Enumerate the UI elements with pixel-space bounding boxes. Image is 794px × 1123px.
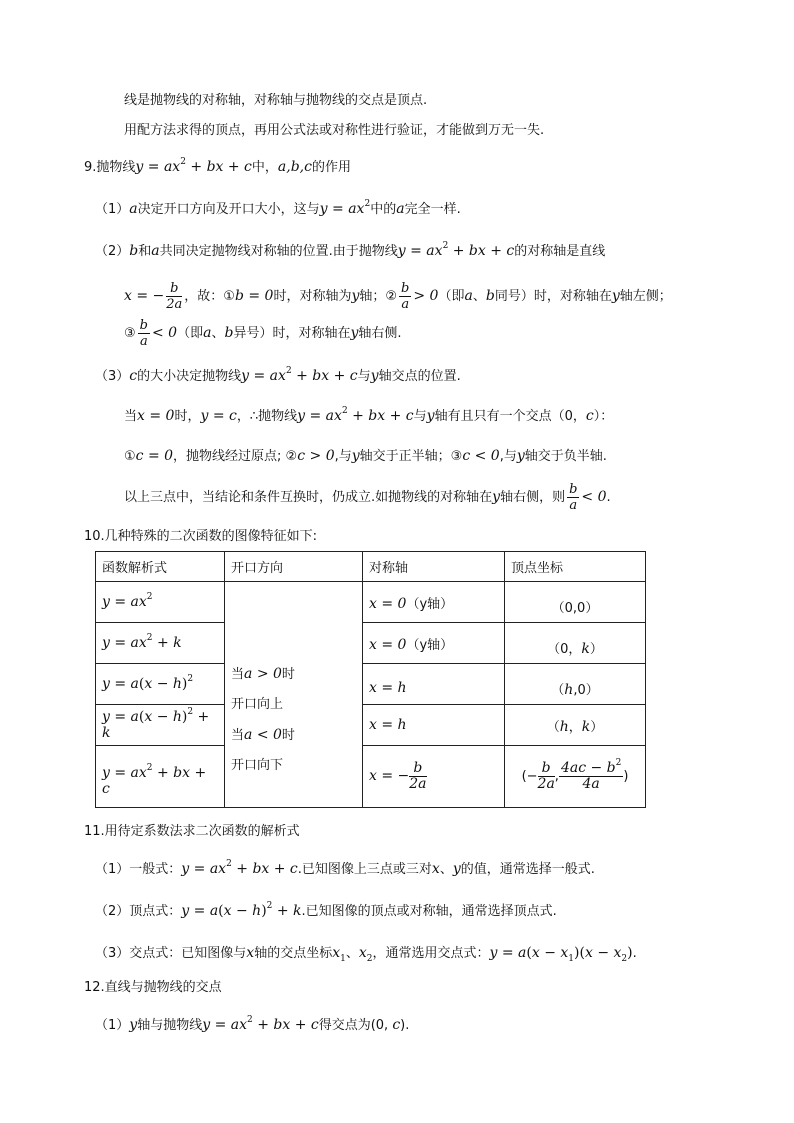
s9-p2-line2: x = − $\frac{b}{2a}$ ，故：①b = 0时，对称轴为y轴；② $\frac{b}{a}$ > 0（即a、b同号）时，对称轴在y轴左侧； <box>124 281 672 312</box>
s11-p1: （1）一般式：$y = ax^2$ + bx + c.已知图像上三点或三对x、y的值，通常选择一般式. <box>95 859 595 877</box>
s10-title: 10.几种特殊的二次函数的图像特征如下: <box>84 529 318 544</box>
cell-axis: x = 0（y轴） <box>363 623 505 664</box>
s9-p3-line2: 当x = 0时，y = c，∴抛物线$y = ax^2$ + bx + c与y轴有且只有一个交点（0，c）： <box>124 406 614 424</box>
cell-vertex: （h，k） <box>505 705 646 746</box>
s9-p2-line1: （2）b和a共同决定抛物线对称轴的位置.由于抛物线$y = ax^2$ + bx + c的对称轴是直线 <box>95 241 606 259</box>
abc-symbols: a,b,c <box>277 159 312 175</box>
cell-vertex: （h,0） <box>505 664 646 705</box>
cell-vertex: （0,0） <box>505 582 646 623</box>
s9-p3-line3: ①c = 0，抛物线经过原点; ②c > 0,与y轴交于正半轴；③c < 0,与y轴交于负半轴. <box>124 448 607 464</box>
cell-formula: $y = a(x - h)^2 + k$ <box>96 705 225 746</box>
s12-p1: （1）y轴与抛物线$y = ax^2$ + bx + c得交点为(0, c). <box>95 1015 410 1033</box>
table-row <box>96 623 646 664</box>
cell-formula: $y = ax^2$ <box>96 582 225 623</box>
cell-vertex: (− $\frac{b}{2a}$ , $\frac{4ac - b^2}{4a}$ ) <box>505 746 646 808</box>
s9-p3-line4: 以上三点中，当结论和条件互换时，仍成立.如抛物线的对称轴在y轴右侧，则 $\frac{b}{a}$ < 0. <box>124 482 611 513</box>
cell-formula: $y = ax^2$ + bx + c <box>96 746 225 808</box>
cell-axis: x = h <box>363 705 505 746</box>
header-opening: 开口方向 <box>225 552 363 582</box>
table-row <box>96 746 646 808</box>
cell-formula: $y = ax^2 + k$ <box>96 623 225 664</box>
s11-p2: （2）顶点式：$y = a(x - h)^2 + k$.已知图像的顶点或对称轴，通常选择顶点式. <box>95 901 557 919</box>
s9-p3-line1: （3）c的大小决定抛物线$y = ax^2$ + bx + c与y轴交点的位置. <box>95 366 461 384</box>
s9-p1: （1）a决定开口方向及开口大小，这与$y = ax^2$中的a完全一样. <box>95 199 461 217</box>
cell-axis: x = 0（y轴） <box>363 582 505 623</box>
s11-p3: （3）交点式：已知图像与x轴的交点坐标$x_1$、$x_2$，通常选用交点式：$y = a(x - x_1)(x - x_2)$. <box>95 945 637 964</box>
cell-opening: 当a > 0时 开口向上 当a < 0时 开口向下 <box>225 582 363 808</box>
table-row <box>96 705 646 746</box>
features-table <box>95 551 646 808</box>
cell-formula: $y = a(x - h)^2$ <box>96 664 225 705</box>
fraction-b-a-3: $\frac{b}{a}$ <box>569 482 578 513</box>
s12-title: 12.直线与抛物线的交点 <box>84 980 222 995</box>
s9-title: 9.抛物线$y = ax^2$ + bx + c中，a,b,c的作用 <box>84 157 351 175</box>
formula-general: $y = ax^2$ + bx + c <box>135 157 252 175</box>
header-axis: 对称轴 <box>363 552 505 582</box>
table-header-row <box>96 552 646 582</box>
cell-axis: x = − $\frac{b}{2a}$ <box>363 746 505 808</box>
s9-p2-line3: ③ $\frac{b}{a}$ < 0（即a、b异号）时，对称轴在y轴右侧. <box>124 318 402 349</box>
table-row <box>96 664 646 705</box>
fraction-b-2a: $\frac{b}{2a}$ <box>166 281 183 312</box>
table-row <box>96 582 646 623</box>
cell-axis: x = h <box>363 664 505 705</box>
fraction-b-a: $\frac{b}{a}$ <box>401 281 410 312</box>
header-formula: 函数解析式 <box>96 552 225 582</box>
header-vertex: 顶点坐标 <box>505 552 646 582</box>
intro-line-1: 线是抛物线的对称轴，对称轴与抛物线的交点是顶点. <box>124 93 428 108</box>
intro-line-2: 用配方法求得的顶点，再用公式法或对称性进行验证，才能做到万无一失. <box>124 123 545 138</box>
fraction-b-a-2: $\frac{b}{a}$ <box>139 318 148 349</box>
s11-title: 11.用待定系数法求二次函数的解析式 <box>84 824 300 839</box>
cell-vertex: （0，k） <box>505 623 646 664</box>
